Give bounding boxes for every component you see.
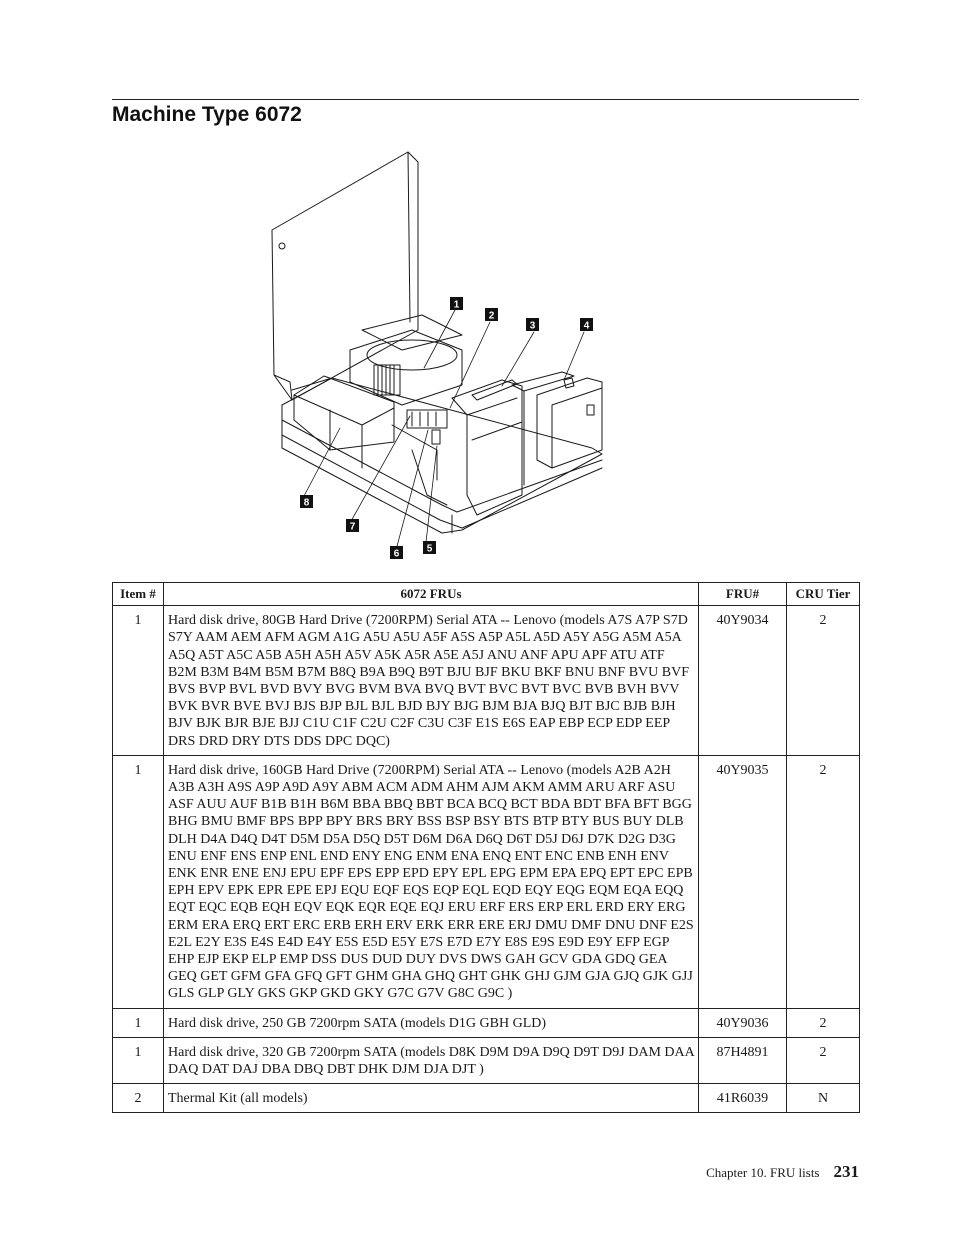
callout-6 [390, 546, 403, 560]
table-row [113, 1008, 860, 1037]
page-footer [706, 1160, 859, 1185]
fru-description: Hard disk drive, 80GB Hard Drive (7200RPM) Serial ATA -- Lenovo (models A7S A7P S7D S7Y AAM AEM AFM AGM A1G A5U A5U A5F A5S A5P A5L A5D A5Y A5G A5M A5A A5Q A5T A5C A5B A5H A5H A5V A5K A5R A5E A5J ANU ANF APU APF ATU ATF B2M B3M B4M B5M B7M B8Q B9A B9Q B9T BJU BJF BKU BKF BNU BNF BVU BVF BVS BVP BVL BVD BVY BVG BVM BVA BVQ BVT BVC BVT BVC BVB BVH BVV BVK BVR BVE BVJ BJS BJP BJL BJL BJD BJY BJG BJM BJA BJQ BJT BJC BJB BJH BJV BJK BJR BJE BJJ C1U C1F C2U C2F C3U C3F E1S E6S EAP EBP ECP EDP EEP DRS DRD DRY DTS DDS DPC DQC) [164, 606, 699, 756]
chapter-label: Chapter 10. FRU lists [706, 1165, 820, 1180]
svg-text:4: 4 [583, 320, 590, 332]
fru-description: Hard disk drive, 250 GB 7200rpm SATA (models D1G GBH GLD) [164, 1008, 699, 1037]
exploded-view-figure [262, 150, 612, 562]
svg-text:5: 5 [426, 543, 433, 555]
cru-tier: 2 [787, 1037, 860, 1083]
table-row [113, 755, 860, 1008]
table-row [113, 606, 860, 756]
fru-description: Hard disk drive, 320 GB 7200rpm SATA (models D8K D9M D9A D9Q D9T D9J DAM DAA DAQ DAT DAJ DBA DBQ DBT DHK DJM DJA DJT ) [164, 1037, 699, 1083]
cru-tier: 2 [787, 606, 860, 756]
header-item: Item # [113, 583, 164, 606]
chassis-illustration [282, 378, 602, 533]
header-cru-tier: CRU Tier [787, 583, 860, 606]
header-fru-number: FRU# [699, 583, 787, 606]
page-number: 231 [833, 1162, 859, 1181]
drive-bay-illustration [452, 372, 602, 515]
table-row [113, 1037, 860, 1083]
item-number: 2 [113, 1084, 164, 1113]
svg-text:1: 1 [453, 299, 460, 311]
cru-tier: 2 [787, 755, 860, 1008]
svg-text:2: 2 [488, 310, 495, 322]
item-number: 1 [113, 755, 164, 1008]
callout-8 [300, 495, 313, 509]
table-row [113, 1084, 860, 1113]
page-title: Machine Type 6072 [112, 103, 302, 126]
callout-1 [450, 297, 463, 311]
callout-4 [580, 318, 593, 332]
item-number: 1 [113, 606, 164, 756]
header-frus: 6072 FRUs [164, 583, 699, 606]
top-rule [112, 99, 859, 100]
svg-text:3: 3 [529, 320, 536, 332]
table-header-row [113, 583, 860, 606]
svg-text:8: 8 [303, 497, 310, 509]
fru-description: Hard disk drive, 160GB Hard Drive (7200RPM) Serial ATA -- Lenovo (models A2B A2H A3B A3H A9S A9P A9D A9Y ABM ACM ADM AHM AJM AKM AMM ARU ARF ASU ASF AUU AUF B1B B1H B6M BBA BBQ BBT BCA BCQ BCT BDA BDT BFA BFT BGG BHG BMU BMF BPS BPP BPY BRS BRY BSS BSP BSY BTS BTP BTY BUS BUY DLB DLH D4A D4Q D4T D5M D5A D5Q D5T D6M D6A D6Q D6T D5J D6J D7K D2G D3G ENU ENF ENS ENP ENL END ENY ENG ENM ENA ENQ ENT ENC ENB ENH ENV ENK ENR ENE ENJ EPU EPF EPS EPP EPD EPY EPL EPG EPM EPA EPQ EPT EPC EPB EPH EPV EPK EPR EPE EPJ EQU EQF EQS EQP EQL EQD EQY EQG EQM EQA EQQ EQT EQC EQB EQH EQV EQK EQR EQE EQJ ERU ERF ERS ERP ERL ERD ERY ERG ERM ERA ERQ ERT ERC ERB ERH ERV ERK ERR ERE ERJ DMU DMF DNU DNF E2S E2L E2Y E3S E4S E4D E4Y E5S E5D E5Y E7S E7D E7Y E8S E9S E9D E9Y EFP EGP EHP EJP EKP ELP EMP DSS DUS DUD DUY DVS DWS GAH GCV GDA GDQ GEA GEQ GET GFM GFA GFQ GFT GHM GHA GHQ GHT GHK GHJ GJM GJA GJQ GJK GJJ GLS GLP GLY GKS GKP GKD GKY G7C G7V G8C G9C ) [164, 755, 699, 1008]
item-number: 1 [113, 1008, 164, 1037]
item-number: 1 [113, 1037, 164, 1083]
side-cover-illustration [272, 152, 418, 400]
fru-number: 41R6039 [699, 1084, 787, 1113]
svg-text:6: 6 [393, 548, 400, 560]
callout-3 [526, 318, 539, 332]
cru-tier: N [787, 1084, 860, 1113]
fru-number: 87H4891 [699, 1037, 787, 1083]
leader-lines [304, 310, 584, 550]
fru-number: 40Y9035 [699, 755, 787, 1008]
callout-7 [346, 519, 359, 533]
fru-number: 40Y9036 [699, 1008, 787, 1037]
memory-connector-illustration [392, 410, 447, 505]
svg-text:7: 7 [349, 521, 356, 533]
cru-tier: 2 [787, 1008, 860, 1037]
fru-description: Thermal Kit (all models) [164, 1084, 699, 1113]
callout-2 [485, 308, 498, 322]
power-supply-illustration [294, 376, 394, 468]
callout-5 [423, 541, 436, 555]
fru-number: 40Y9034 [699, 606, 787, 756]
fru-table [112, 582, 860, 1113]
